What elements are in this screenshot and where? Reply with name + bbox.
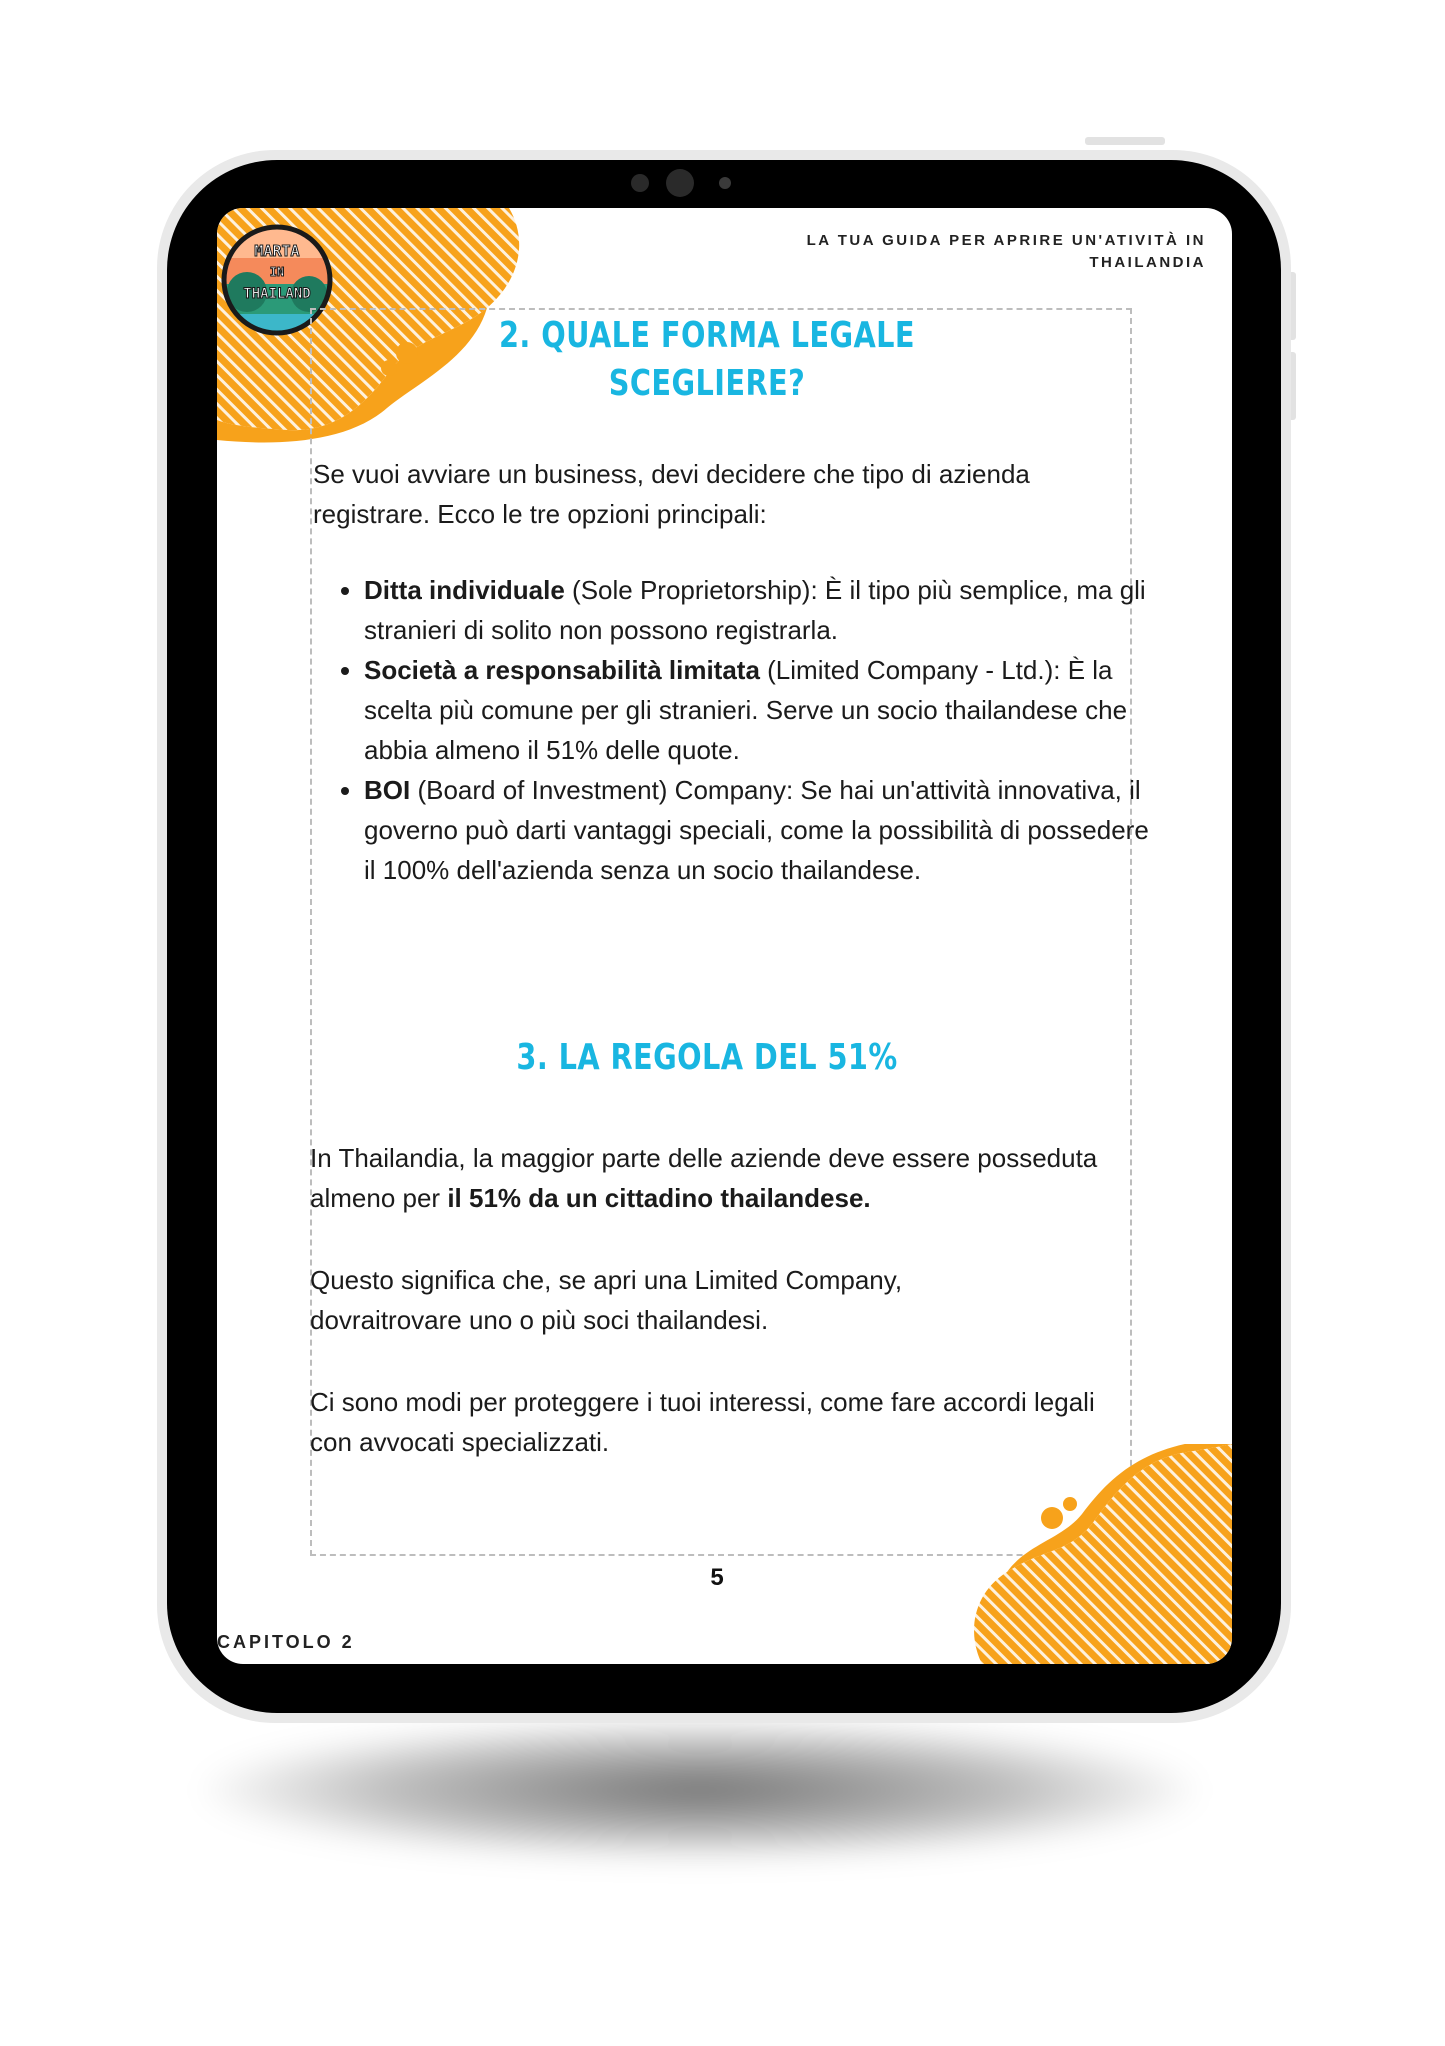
paragraph-emphasis: il 51% da un cittadino thailandese. xyxy=(447,1183,871,1213)
list-item xyxy=(364,570,1154,650)
front-camera xyxy=(666,169,694,197)
logo-line-1: MARTA xyxy=(254,242,300,260)
option-description: (Limited Company - Ltd.): È la scelta più comune per gli stranieri. Serve un socio thailandese che abbia almeno il 51% delle quote. xyxy=(364,655,1128,765)
list-item xyxy=(364,770,1154,890)
top-button xyxy=(1085,137,1165,145)
option-name: Ditta individuale xyxy=(364,575,565,605)
list-item xyxy=(364,650,1154,770)
section-3-paragraph-3: Ci sono modi per proteggere i tuoi interessi, come fare accordi legali con avvocati specializzati. xyxy=(310,1387,1095,1457)
page-number: 5 xyxy=(710,1564,724,1591)
legal-forms-list xyxy=(312,570,1154,890)
sensor-dot-left xyxy=(631,174,649,192)
option-name: Società a responsabilità limitata xyxy=(364,655,760,685)
option-name: BOI xyxy=(364,775,411,805)
section-3-title: 3. LA REGOLA DEL 51% xyxy=(516,1037,898,1078)
page-screen xyxy=(217,208,1232,1664)
guide-title: LA TUA GUIDA PER APRIRE UN'ATIVITÀ IN THAILANDIA xyxy=(806,232,1206,271)
section-3-paragraph-2: Questo significa che, se apri una Limited Company, dovraitrovare uno o più soci thailandesi. xyxy=(310,1265,903,1335)
section-2-title xyxy=(475,312,939,408)
logo-line-3: THAILAND xyxy=(243,286,311,302)
section-2-title-line-1: 2. QUALE FORMA LEGALE xyxy=(498,315,916,356)
option-description: (Sole Proprietorship): È il tipo più semplice, ma gli stranieri di solito non possono registrarla. xyxy=(364,575,1146,645)
bottom-right-decoration xyxy=(972,1444,1232,1664)
option-description: (Board of Investment) Company: Se hai un'attività innovativa, il governo può darti vantaggi speciali, come la possibilità di possedere il 100% dell'azienda senza un socio thailandese. xyxy=(364,775,1149,885)
section-2-title-line-2: SCEGLIERE? xyxy=(608,363,806,404)
section-2-intro: Se vuoi avviare un business, devi decidere che tipo di azienda registrare. Ecco le tre opzioni principali: xyxy=(313,459,1030,529)
paragraph-text: In Thailandia, la maggior parte delle aziende deve essere posseduta almeno per xyxy=(310,1143,1098,1213)
orange-dot xyxy=(1063,1497,1077,1511)
section-3-paragraph-1 xyxy=(310,1138,1110,1218)
orange-dot xyxy=(1041,1507,1063,1529)
device-shadow xyxy=(200,1720,1200,1860)
sensor-dot-right xyxy=(719,177,731,189)
chapter-label: CAPITOLO 2 xyxy=(217,1632,355,1652)
logo-line-2: IN xyxy=(269,265,285,279)
